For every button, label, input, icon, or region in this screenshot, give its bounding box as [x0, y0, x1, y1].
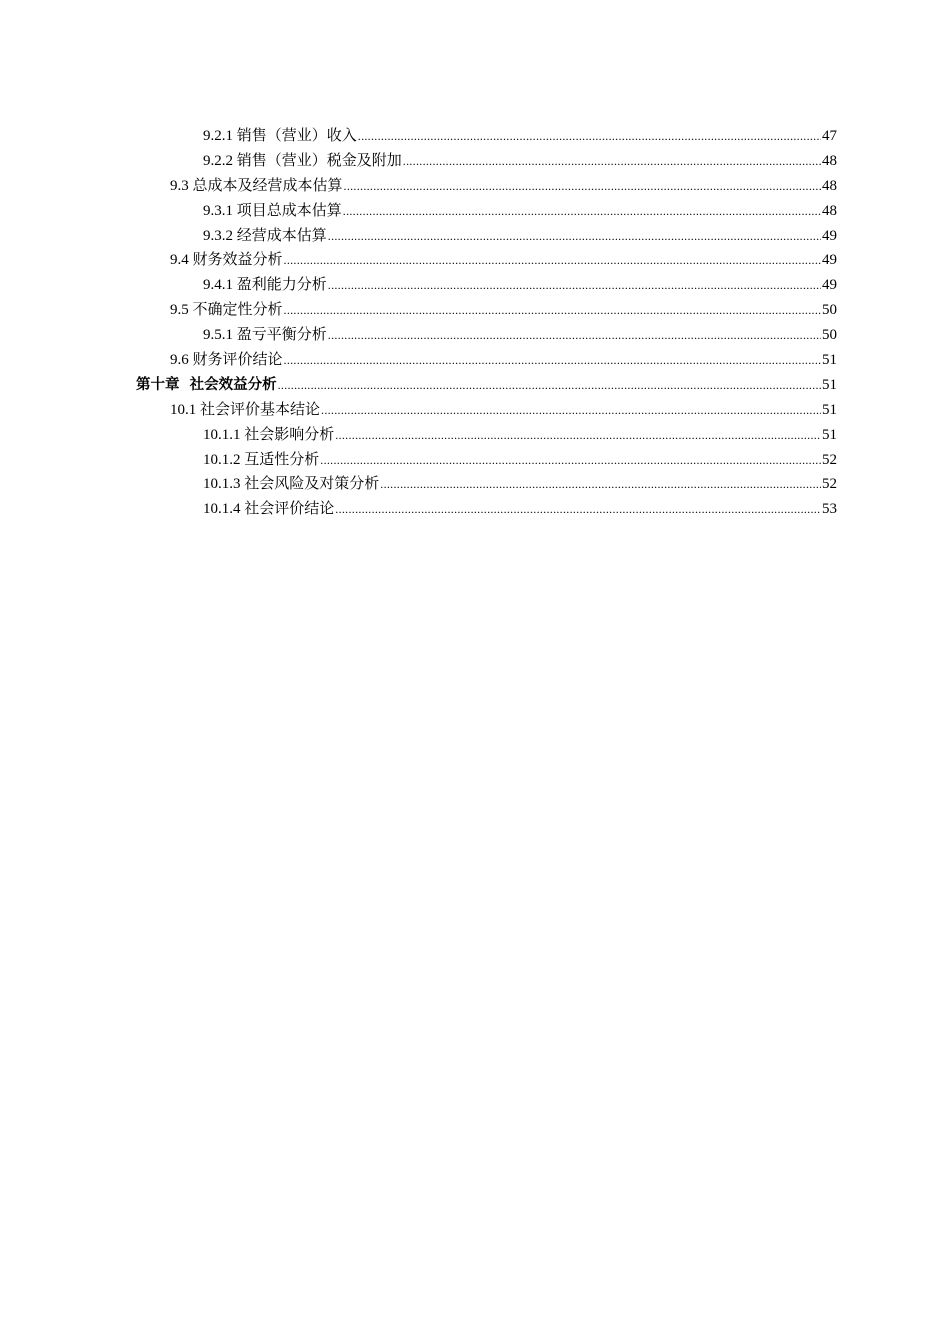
toc-leader-dots: [344, 174, 821, 199]
toc-page-number: 48: [822, 152, 837, 169]
toc-page-number: 51: [822, 401, 837, 418]
toc-leader-dots: [358, 124, 821, 149]
toc-entry-title: 10.1.2 互适性分析: [203, 451, 320, 468]
toc-entry-title: 10.1 社会评价基本结论: [170, 401, 321, 418]
toc-page-number: 51: [822, 352, 837, 369]
toc-page-number: 52: [822, 476, 837, 493]
toc-entry[interactable]: [136, 174, 837, 199]
toc-page-number: 49: [822, 277, 837, 294]
toc-entry[interactable]: [136, 224, 837, 249]
toc-entry[interactable]: [136, 248, 837, 273]
toc-entry-title: 9.2.2 销售（营业）税金及附加: [203, 152, 402, 169]
toc-entry[interactable]: [136, 472, 837, 497]
toc-chapter-entry[interactable]: [136, 373, 837, 398]
toc-entry[interactable]: [136, 298, 837, 323]
toc-entry-title: 9.5 不确定性分析: [170, 302, 283, 319]
toc-entry-title: 9.3 总成本及经营成本估算: [170, 177, 343, 194]
toc-page-number: 51: [822, 376, 837, 393]
toc-entry-title: 10.1.1 社会影响分析: [203, 426, 335, 443]
toc-page-number: 53: [822, 501, 837, 518]
toc-page-number: 47: [822, 128, 837, 144]
toc-page-number: 51: [822, 426, 837, 443]
toc-page-number: 50: [822, 327, 837, 344]
toc-leader-dots: [321, 398, 821, 423]
toc-entry[interactable]: [136, 497, 837, 522]
toc-entry[interactable]: [136, 273, 837, 298]
toc-page-number: 49: [822, 252, 837, 269]
toc-entry-title: 9.4.1 盈利能力分析: [203, 277, 327, 294]
toc-leader-dots: [328, 323, 821, 348]
toc-entry-title: 10.1.4 社会评价结论: [203, 501, 335, 518]
toc-entry[interactable]: [136, 423, 837, 448]
toc-page-number: 50: [822, 302, 837, 319]
table-of-contents: [136, 124, 837, 522]
toc-entry[interactable]: [136, 124, 837, 149]
toc-entry-title: 10.1.3 社会风险及对策分析: [203, 476, 380, 493]
toc-leader-dots: [278, 373, 821, 398]
toc-entry[interactable]: [136, 323, 837, 348]
toc-leader-dots: [343, 199, 821, 224]
toc-leader-dots: [284, 248, 821, 273]
toc-leader-dots: [284, 298, 821, 323]
toc-entry-title: 9.4 财务效益分析: [170, 252, 283, 269]
toc-entry-title: 9.6 财务评价结论: [170, 352, 283, 369]
toc-leader-dots: [380, 472, 821, 497]
toc-leader-dots: [328, 224, 821, 249]
toc-leader-dots: [335, 423, 821, 448]
toc-entry[interactable]: [136, 348, 837, 373]
toc-entry-title: 9.2.1 销售（营业）收入: [203, 128, 357, 144]
toc-page-number: 48: [822, 177, 837, 194]
toc-page-number: 48: [822, 202, 837, 219]
toc-leader-dots: [335, 497, 821, 522]
toc-chapter-title: 第十章 社会效益分析: [136, 376, 277, 393]
toc-page-number: 52: [822, 451, 837, 468]
toc-leader-dots: [284, 348, 821, 373]
toc-entry[interactable]: [136, 398, 837, 423]
toc-entry-title: 9.3.1 项目总成本估算: [203, 202, 342, 219]
toc-page-number: 49: [822, 227, 837, 244]
toc-leader-dots: [403, 149, 821, 174]
toc-leader-dots: [320, 448, 821, 473]
toc-entry[interactable]: [136, 199, 837, 224]
toc-entry-title: 9.3.2 经营成本估算: [203, 227, 327, 244]
toc-entry[interactable]: [136, 149, 837, 174]
toc-leader-dots: [328, 273, 821, 298]
toc-entry[interactable]: [136, 448, 837, 473]
toc-entry-title: 9.5.1 盈亏平衡分析: [203, 327, 327, 344]
